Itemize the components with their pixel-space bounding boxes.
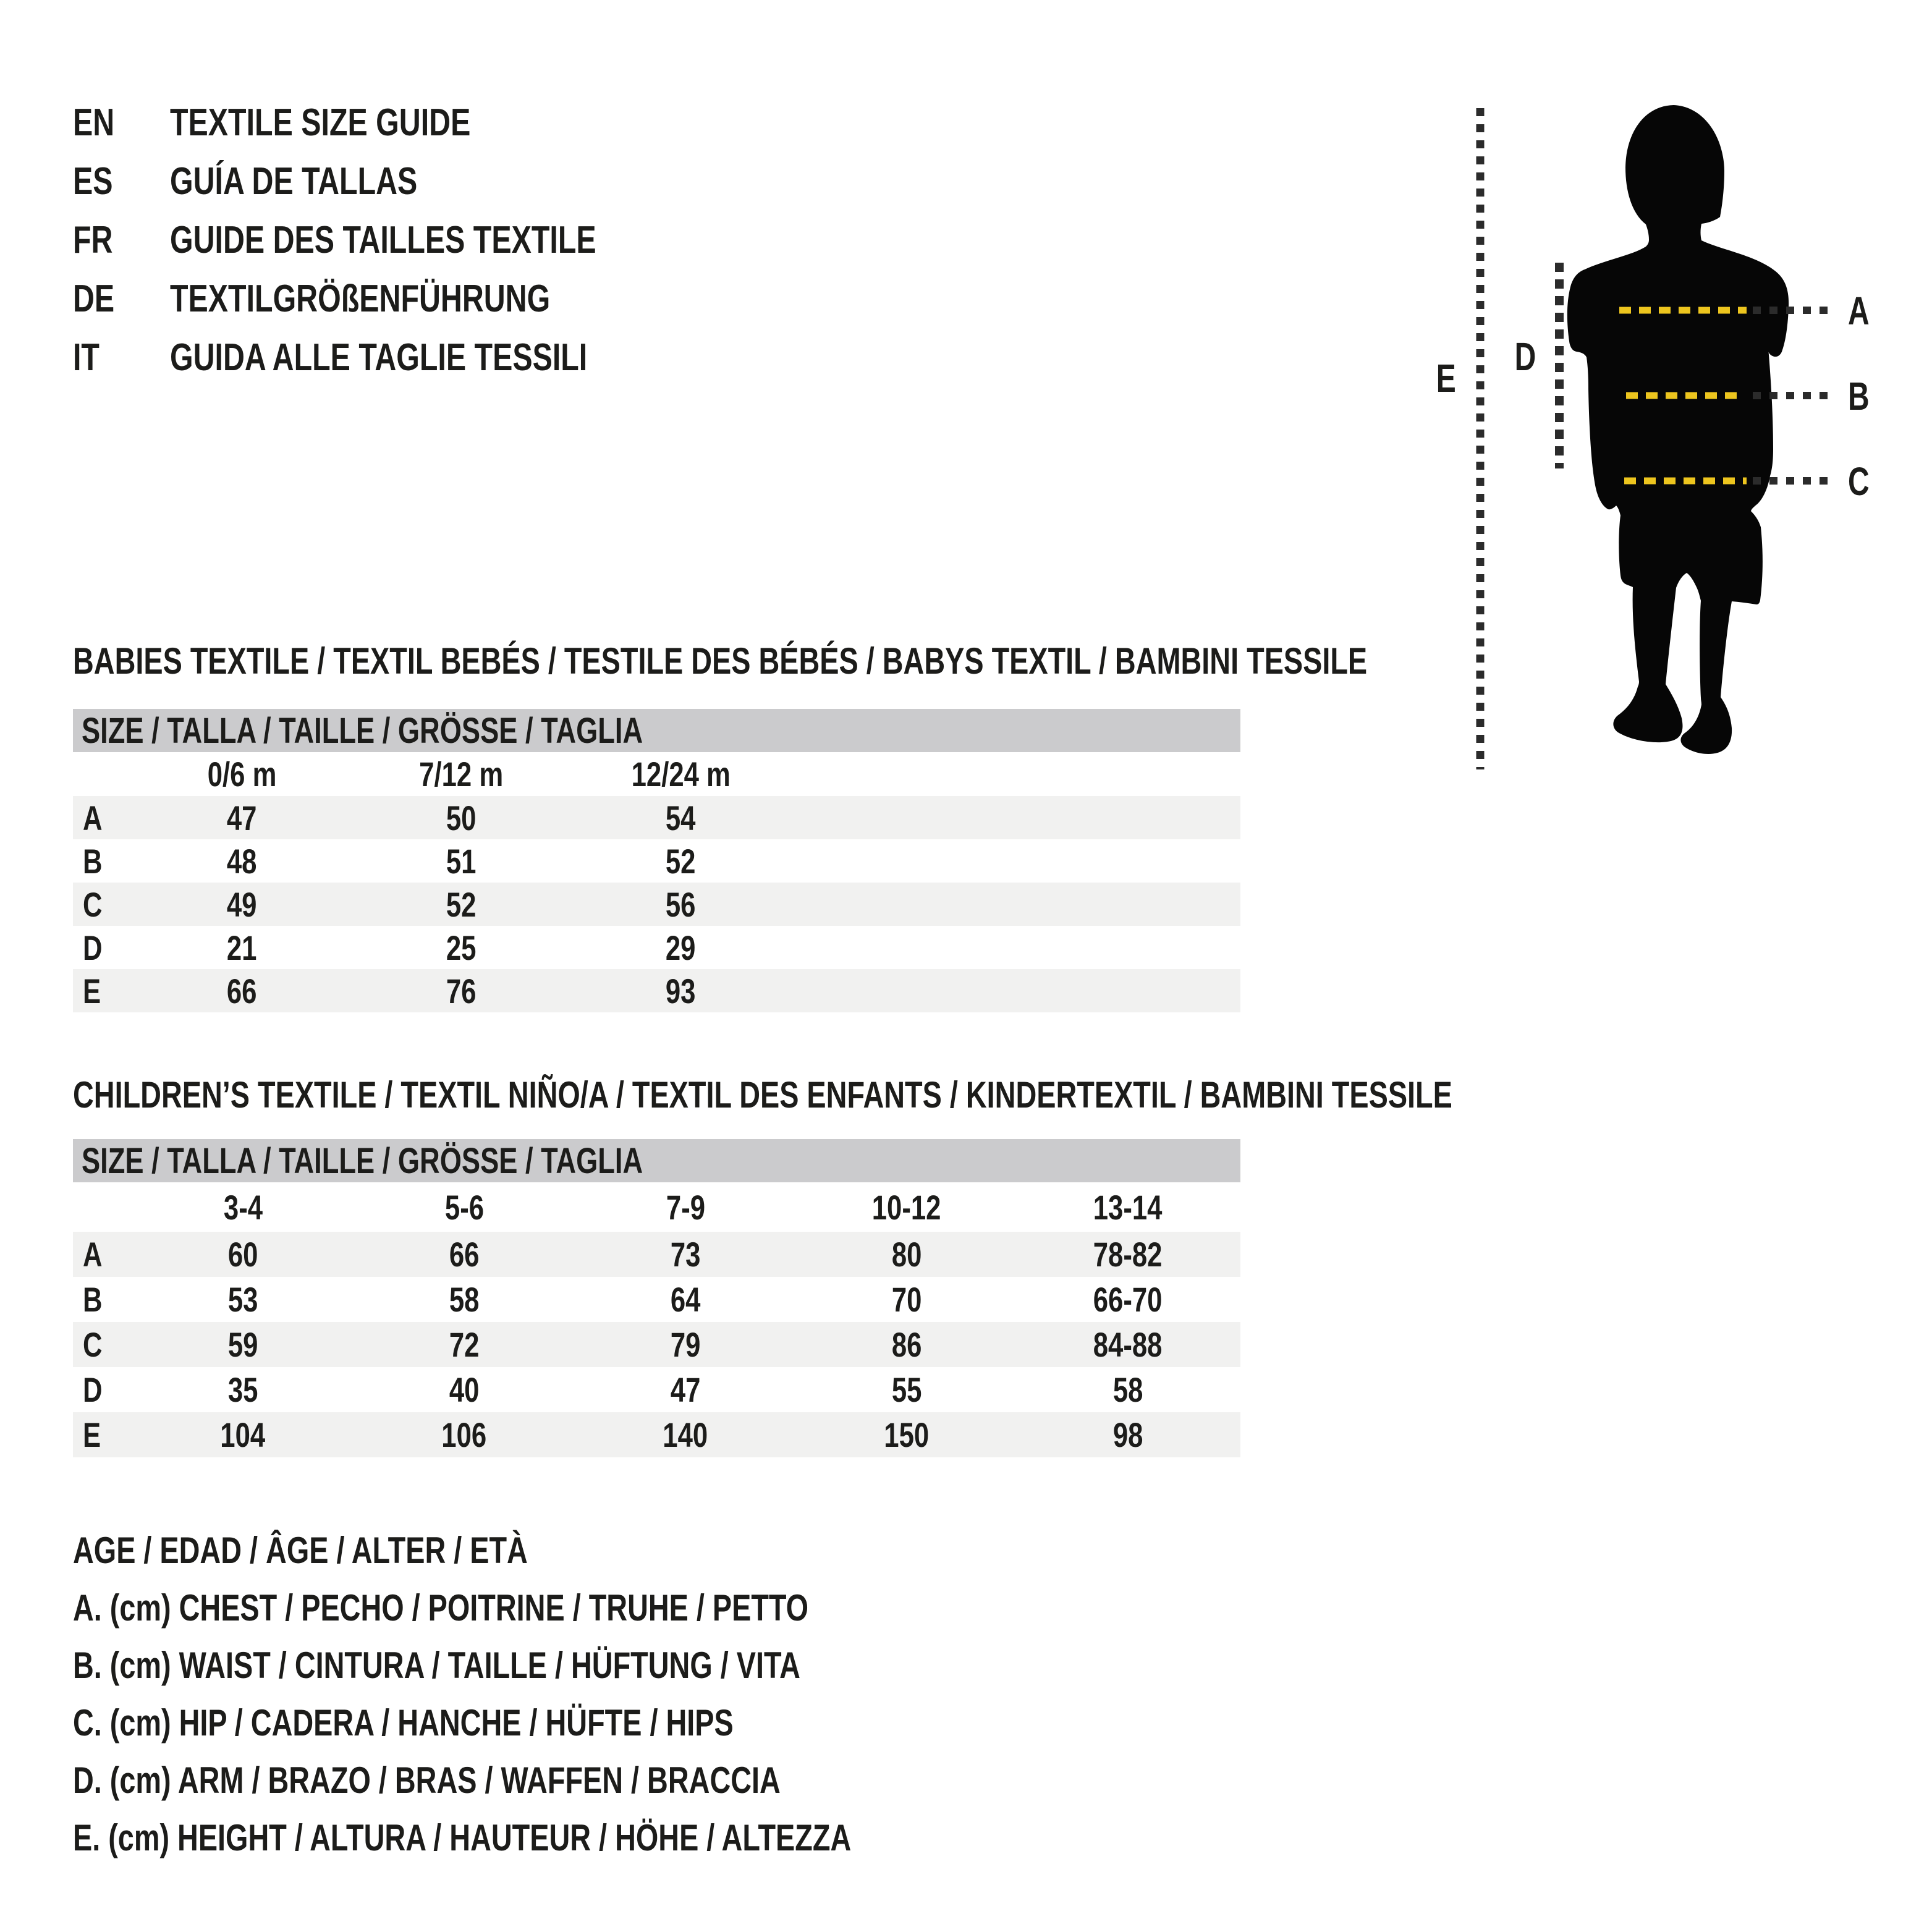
table-row-d xyxy=(73,1367,1240,1412)
cell-value: 35 xyxy=(227,1370,258,1409)
table-row-e xyxy=(73,969,1240,1012)
cell-value: 66-70 xyxy=(1093,1280,1163,1319)
babies-column-header-row xyxy=(73,752,1240,796)
legend-waist xyxy=(73,1637,1070,1694)
table-cell xyxy=(354,1279,575,1320)
table-cell xyxy=(575,1370,796,1410)
size-header-label: SIZE / TALLA / TAILLE / GRÖSSE / TAGLIA xyxy=(82,710,643,751)
cell-value: 76 xyxy=(446,971,477,1010)
column-header xyxy=(575,1187,796,1227)
table-cell xyxy=(352,841,571,881)
column-header-text: 10-12 xyxy=(872,1187,941,1227)
language-code: IT xyxy=(73,336,100,379)
babies-size-header-band xyxy=(73,709,1240,752)
row-label-text: B xyxy=(83,841,103,881)
language-title-list xyxy=(73,93,716,387)
legend-chest-text: A. (cm) CHEST / PECHO / POITRINE / TRUHE / PETTO xyxy=(73,1587,809,1629)
table-cell xyxy=(1017,1324,1239,1365)
cell-value: 60 xyxy=(227,1235,258,1274)
cell-value: 21 xyxy=(227,928,257,967)
children-section-title xyxy=(73,1075,1841,1115)
table-cell xyxy=(352,928,571,968)
cell-value: 52 xyxy=(666,841,696,881)
cell-value: 66 xyxy=(227,971,257,1010)
table-cell xyxy=(571,971,790,1011)
table-cell xyxy=(571,798,790,838)
column-header xyxy=(132,754,352,794)
table-cell xyxy=(132,1279,354,1320)
cell-value: 58 xyxy=(1112,1370,1143,1409)
cell-value: 93 xyxy=(666,971,696,1010)
cell-value: 40 xyxy=(449,1370,480,1409)
cell-value: 104 xyxy=(220,1415,266,1454)
legend-age xyxy=(73,1522,1070,1579)
cell-value: 56 xyxy=(666,884,696,924)
legend-chest xyxy=(73,1579,1070,1637)
table-cell xyxy=(132,1370,354,1410)
row-label-cell xyxy=(73,971,132,1011)
row-label-text: E xyxy=(83,1415,101,1454)
table-cell xyxy=(1017,1279,1239,1320)
table-row-c xyxy=(73,1322,1240,1367)
cell-value: 49 xyxy=(227,884,257,924)
cell-value: 29 xyxy=(666,928,696,967)
table-cell xyxy=(575,1324,796,1365)
row-label-cell xyxy=(73,1370,132,1410)
legend-height-text: E. (cm) HEIGHT / ALTURA / HAUTEUR / HÖHE / ALTEZZA xyxy=(73,1817,852,1858)
column-header xyxy=(132,1187,354,1227)
figure-label-b: B xyxy=(1848,374,1870,418)
cell-value: 106 xyxy=(441,1415,487,1454)
children-size-header-band xyxy=(73,1139,1240,1182)
table-cell xyxy=(352,798,571,838)
row-label-text: D xyxy=(83,928,103,967)
cell-value: 98 xyxy=(1112,1415,1143,1454)
language-code: ES xyxy=(73,160,113,203)
cell-value: 84-88 xyxy=(1093,1325,1163,1364)
language-row-de xyxy=(73,269,716,328)
guide-title-fr: GUIDE DES TAILLES TEXTILE xyxy=(170,219,596,261)
cell-value: 70 xyxy=(891,1280,922,1319)
row-label-text: E xyxy=(83,971,101,1010)
table-cell xyxy=(796,1370,1017,1410)
table-cell xyxy=(132,1324,354,1365)
language-code: EN xyxy=(73,101,115,144)
column-header xyxy=(796,1187,1017,1227)
children-section-title-text: CHILDREN’S TEXTILE / TEXTIL NIÑO/A / TEXTIL DES ENFANTS / KINDERTEXTIL / BAMBINI TESSILE xyxy=(73,1074,1452,1116)
table-cell xyxy=(575,1415,796,1455)
row-label-cell xyxy=(73,928,132,968)
language-row-it xyxy=(73,328,716,387)
cell-value: 52 xyxy=(446,884,477,924)
figure-label-a: A xyxy=(1848,289,1870,333)
table-cell xyxy=(132,1234,354,1274)
legend-arm xyxy=(73,1752,1070,1809)
column-header-text: 0/6 m xyxy=(207,755,277,794)
guide-title-it: GUIDA ALLE TAGLIE TESSILI xyxy=(170,336,588,379)
table-cell xyxy=(571,884,790,925)
table-row-b xyxy=(73,839,1240,883)
cell-value: 25 xyxy=(446,928,477,967)
guide-title-en: TEXTILE SIZE GUIDE xyxy=(170,101,471,144)
cell-value: 64 xyxy=(670,1280,701,1319)
column-header-text: 12/24 m xyxy=(631,755,731,794)
column-header xyxy=(354,1187,575,1227)
cell-value: 72 xyxy=(449,1325,480,1364)
size-header-label: SIZE / TALLA / TAILLE / GRÖSSE / TAGLIA xyxy=(82,1140,643,1181)
cell-value: 59 xyxy=(227,1325,258,1364)
cell-value: 79 xyxy=(670,1325,701,1364)
row-label-cell xyxy=(73,1324,132,1365)
language-code: DE xyxy=(73,278,115,320)
table-row-b xyxy=(73,1277,1240,1322)
legend-arm-text: D. (cm) ARM / BRAZO / BRAS / WAFFEN / BRACCIA xyxy=(73,1760,781,1801)
cell-value: 48 xyxy=(227,841,257,881)
cell-value: 73 xyxy=(670,1235,701,1274)
table-cell xyxy=(1017,1415,1239,1455)
babies-size-table xyxy=(73,709,1240,1012)
figure-label-e: E xyxy=(1436,356,1456,400)
cell-value: 47 xyxy=(670,1370,701,1409)
cell-value: 58 xyxy=(449,1280,480,1319)
table-cell xyxy=(1017,1234,1239,1274)
column-header xyxy=(352,754,571,794)
row-label-text: C xyxy=(83,884,103,924)
row-label-text: D xyxy=(83,1370,103,1409)
cell-value: 55 xyxy=(891,1370,922,1409)
legend-height xyxy=(73,1809,1070,1866)
figure-label-d: D xyxy=(1514,334,1536,379)
table-cell xyxy=(132,841,352,881)
table-cell xyxy=(796,1415,1017,1455)
table-cell xyxy=(796,1234,1017,1274)
language-row-en xyxy=(73,93,716,152)
babies-section-title-text: BABIES TEXTILE / TEXTIL BEBÉS / TESTILE DES BÉBÉS / BABYS TEXTIL / BAMBINI TESSILE xyxy=(73,640,1368,682)
row-label-text: A xyxy=(83,1235,103,1274)
column-header xyxy=(1017,1187,1239,1227)
table-cell xyxy=(1017,1370,1239,1410)
language-code: FR xyxy=(73,219,113,261)
column-header-text: 7-9 xyxy=(666,1187,705,1227)
column-header-text: 13-14 xyxy=(1093,1187,1163,1227)
table-row-c xyxy=(73,883,1240,926)
table-cell xyxy=(354,1415,575,1455)
children-size-table xyxy=(73,1139,1240,1457)
cell-value: 80 xyxy=(891,1235,922,1274)
row-label-cell xyxy=(73,798,132,838)
table-cell xyxy=(575,1279,796,1320)
table-cell xyxy=(352,971,571,1011)
cell-value: 54 xyxy=(666,798,696,837)
cell-value: 50 xyxy=(446,798,477,837)
row-label-cell xyxy=(73,841,132,881)
row-label-cell xyxy=(73,1234,132,1274)
legend-age-text: AGE / EDAD / ÂGE / ALTER / ETÀ xyxy=(73,1530,528,1571)
legend-waist-text: B. (cm) WAIST / CINTURA / TAILLE / HÜFTUNG / VITA xyxy=(73,1645,800,1686)
table-cell xyxy=(132,798,352,838)
column-header-text: 7/12 m xyxy=(419,755,504,794)
table-cell xyxy=(132,884,352,925)
table-cell xyxy=(571,841,790,881)
cell-value: 53 xyxy=(227,1280,258,1319)
row-label-cell xyxy=(73,1279,132,1320)
table-row-e xyxy=(73,1412,1240,1457)
legend-hip xyxy=(73,1694,1070,1752)
row-label-cell xyxy=(73,1415,132,1455)
table-cell xyxy=(132,971,352,1011)
measurement-figure xyxy=(1421,93,1891,791)
cell-value: 140 xyxy=(663,1415,708,1454)
table-cell xyxy=(132,1415,354,1455)
cell-value: 86 xyxy=(891,1325,922,1364)
row-label-text: C xyxy=(83,1325,103,1364)
table-cell xyxy=(354,1370,575,1410)
table-row-d xyxy=(73,926,1240,969)
table-cell xyxy=(796,1324,1017,1365)
measurement-legend xyxy=(73,1522,1070,1866)
language-row-es xyxy=(73,152,716,211)
cell-value: 66 xyxy=(449,1235,480,1274)
guide-title-de: TEXTILGRÖßENFÜHRUNG xyxy=(170,278,551,320)
table-row-a xyxy=(73,796,1240,839)
table-cell xyxy=(796,1279,1017,1320)
column-header xyxy=(571,754,790,794)
row-label-cell xyxy=(73,884,132,925)
table-cell xyxy=(132,928,352,968)
figure-label-c: C xyxy=(1848,459,1870,504)
language-row-fr xyxy=(73,211,716,269)
babies-section-title xyxy=(73,642,1732,681)
table-cell xyxy=(575,1234,796,1274)
children-column-header-row xyxy=(73,1182,1240,1232)
table-cell xyxy=(571,928,790,968)
table-cell xyxy=(352,884,571,925)
legend-hip-text: C. (cm) HIP / CADERA / HANCHE / HÜFTE / HIPS xyxy=(73,1702,734,1743)
table-row-a xyxy=(73,1232,1240,1277)
cell-value: 78-82 xyxy=(1093,1235,1163,1274)
column-header-text: 5-6 xyxy=(444,1187,484,1227)
table-cell xyxy=(354,1234,575,1274)
row-label-text: B xyxy=(83,1280,103,1319)
cell-value: 51 xyxy=(446,841,477,881)
column-header-text: 3-4 xyxy=(223,1187,263,1227)
cell-value: 47 xyxy=(227,798,257,837)
row-label-text: A xyxy=(83,798,103,837)
table-cell xyxy=(354,1324,575,1365)
cell-value: 150 xyxy=(884,1415,930,1454)
guide-title-es: GUÍA DE TALLAS xyxy=(170,160,418,203)
